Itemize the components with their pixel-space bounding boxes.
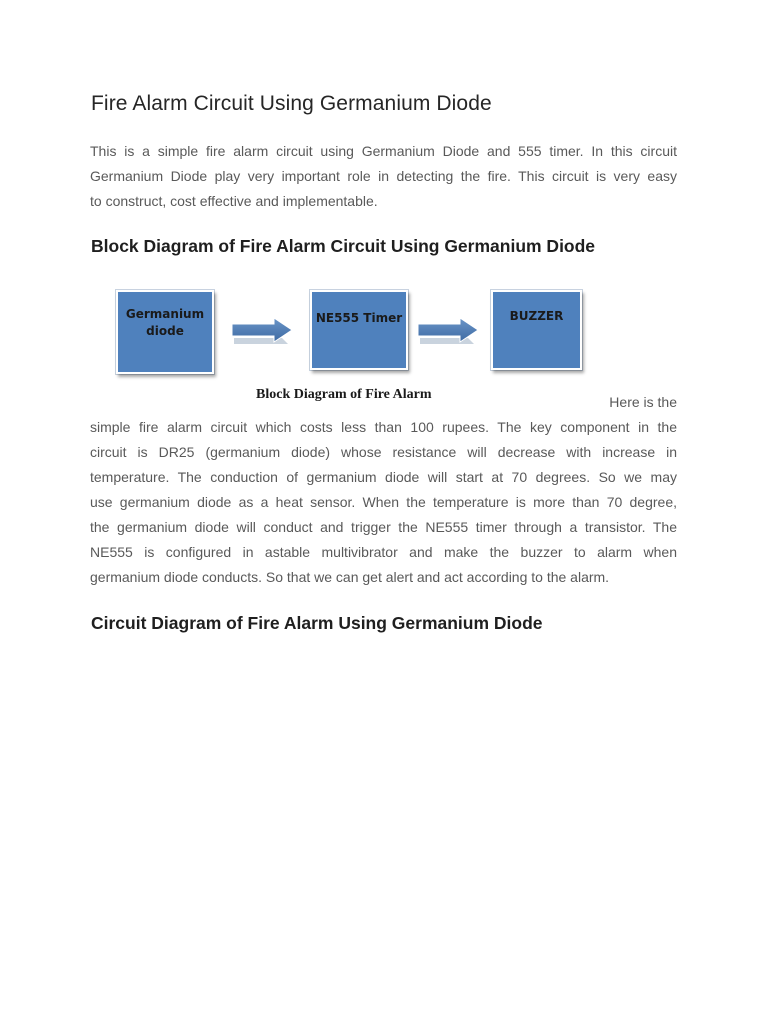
intro-paragraph [90,139,677,214]
diagram-block-label: BUZZER [509,308,564,323]
intro-line: Germanium Diode play very important role in detecting the fire. This circuit is very easy [90,168,677,184]
document-title: Fire Alarm Circuit Using Germanium Diode [91,92,492,115]
diagram-block-germanium-diode [116,290,214,374]
body-line: NE555 is configured in astable multivibrator and make the buzzer to alarm when [90,544,677,560]
body-paragraph [90,390,677,590]
body-line: Here is the [609,394,677,410]
intro-line: This is a simple fire alarm circuit using Germanium Diode and 555 timer. In this circuit [90,143,677,159]
diagram-block-buzzer [491,290,582,370]
intro-line: to construct, cost effective and implementable. [90,193,378,209]
arrow-right-icon [230,316,296,346]
body-line: the germanium diode will conduct and trigger the NE555 timer through a transistor. The [90,519,677,535]
diagram-block-label: NE555 Timer [315,310,403,325]
diagram-caption: Block Diagram of Fire Alarm [256,387,432,402]
circuit-diagram-heading: Circuit Diagram of Fire Alarm Using Germanium Diode [91,613,543,633]
body-line: temperature. The conduction of germanium diode will start at 70 degrees. So we may [90,469,677,485]
body-line: simple fire alarm circuit which costs less than 100 rupees. The key component in the [90,419,677,435]
diagram-block-ne555-timer [310,290,408,370]
body-line: germanium diode conducts. So that we can get alert and act according to the alarm. [90,569,610,585]
diagram-block-label: Germanium [125,307,205,321]
diagram-block-label: diode [146,324,184,338]
block-diagram-heading: Block Diagram of Fire Alarm Circuit Using Germanium Diode [91,236,596,256]
body-line: use germanium diode as a heat sensor. When the temperature is more than 70 degree, [90,494,677,510]
arrow-right-icon [416,316,482,346]
body-line: circuit is DR25 (germanium diode) whose resistance will decrease with increase in [90,444,677,460]
